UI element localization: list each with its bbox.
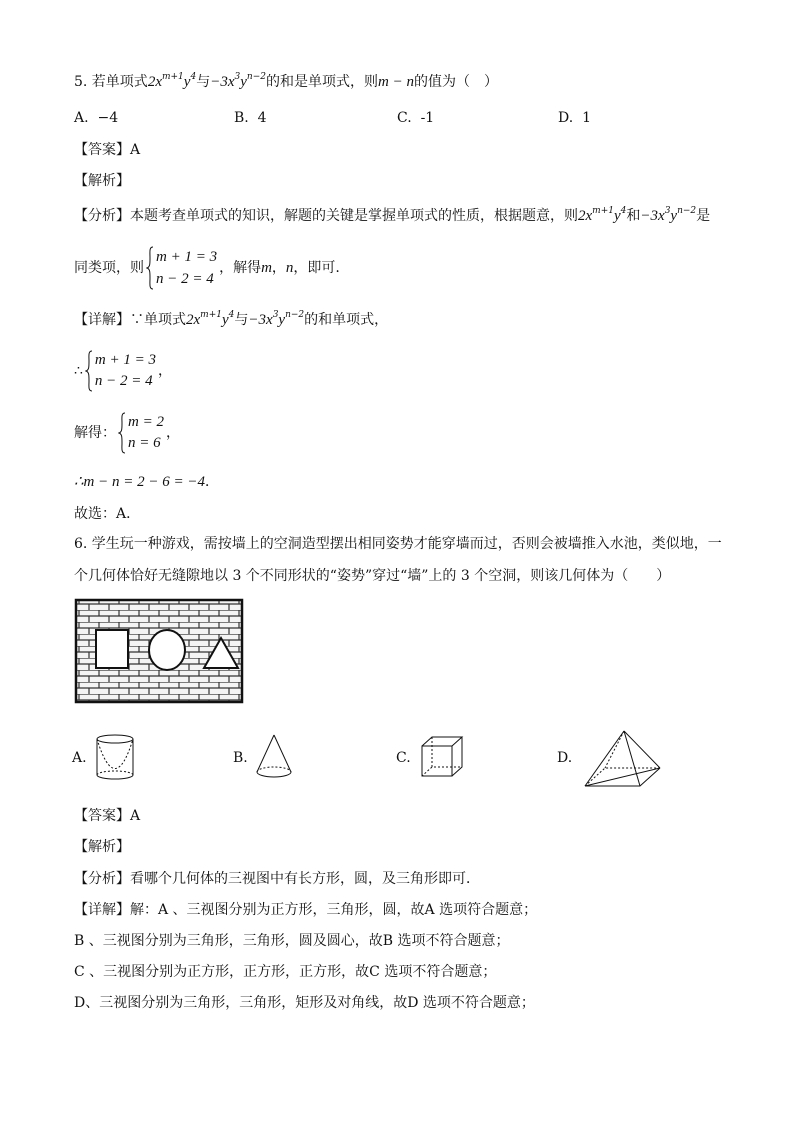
stem-suffix: 的值为（ ） (413, 74, 498, 90)
mono1-yexp: 4 (190, 72, 197, 82)
q5-xiangjie-line1 (74, 310, 388, 330)
mono1-coef: 2 (578, 208, 586, 224)
sys-row: n − 2 = 4 (94, 373, 153, 389)
q6-stem-line2: 个几何体恰好无缝隙地以 3 个不同形状的“姿势”穿过“墙”上的 3 个空洞，则该几何体为（ ） (74, 568, 671, 584)
xiangjie-suffix: 的和单项式， (304, 312, 389, 328)
sys-suffix: ， (158, 363, 172, 379)
circle-hole (149, 630, 185, 670)
xiangjie-mid: 与 (234, 312, 249, 328)
cylinder-icon (92, 732, 138, 782)
therefore-symbol: ∴ (74, 363, 83, 379)
fenxi-text2: 是 (696, 208, 711, 224)
q5-answer (74, 140, 140, 160)
mono2-x: x (658, 208, 665, 224)
mono1-xexp: m+1 (161, 72, 184, 82)
q5-option-b (234, 108, 267, 128)
cube-icon (418, 734, 466, 780)
conj: 与 (196, 74, 211, 90)
mono1-y: y (183, 74, 191, 90)
sys-row: n = 6 (128, 435, 161, 451)
q5-stem-prefix: 5. 若单项式 (74, 74, 148, 90)
stem-expr: m − n (377, 74, 414, 90)
sep: ， (271, 260, 286, 276)
sys-row: m + 1 = 3 (156, 249, 218, 265)
mono1-x: x (155, 74, 162, 90)
mono1-yexp: 4 (228, 310, 235, 320)
mono1-yexp: 4 (620, 206, 627, 216)
equation-system-1 (146, 246, 217, 290)
jiede-label: 解得： (74, 425, 116, 441)
mono1-y: y (221, 312, 229, 328)
option-letter: B. (234, 110, 249, 126)
q5-fenxi-line1 (74, 206, 710, 226)
option-letter: A. (74, 110, 89, 126)
equation-system-2 (85, 350, 156, 392)
brace-icon (85, 350, 93, 392)
mono1-coef: 2 (147, 74, 156, 90)
sys-row: m = 2 (128, 414, 164, 430)
mono2-y: y (278, 312, 286, 328)
sys-row: n − 2 = 4 (156, 271, 214, 287)
final-expr: ∴m − n = 2 − 6 = −4 (74, 474, 205, 490)
q6-option-b-label: B. (233, 750, 248, 766)
cone-icon (252, 732, 296, 782)
option-letter: C. (397, 110, 412, 126)
q5-choice: 故选：A． (74, 506, 141, 522)
answer-tag: 【答案】 (74, 808, 130, 824)
q5-solution-system (74, 412, 180, 454)
final-dot: ． (205, 474, 219, 490)
fenxi-tag: 【分析】 (74, 208, 130, 224)
fenxi-tag: 【分析】 (74, 871, 130, 887)
fenxi-text3-mid: ，解得 (219, 260, 262, 276)
pyramid-icon (582, 728, 664, 790)
square-hole (96, 630, 128, 668)
stem-mid: 的和是单项式，则 (265, 74, 378, 90)
mono2-yexp: n−2 (246, 72, 266, 82)
q6-line-d: D、三视图分别为三角形，三角形，矩形及对角线，故D 选项不符合题意； (74, 995, 535, 1011)
mono2-xexp: 3 (234, 72, 241, 82)
answer-value: A (130, 808, 141, 824)
q6-analysis-tag: 【解析】 (74, 839, 130, 855)
mono2-x: x (227, 74, 235, 90)
mono2-coef: −3 (248, 312, 267, 328)
mono1-xexp: m+1 (592, 206, 614, 216)
answer-tag: 【答案】 (74, 142, 130, 158)
mono1-xexp: m+1 (200, 310, 222, 320)
q6-line-b: B 、三视图分别为三角形，三角形，圆及圆心，故B 选项不符合题意； (74, 933, 510, 949)
var-n: n (285, 260, 294, 276)
q6-option-a-label: A. (72, 750, 87, 766)
mono2-xexp: 3 (272, 310, 279, 320)
mono2-yexp: n−2 (285, 310, 305, 320)
xiangjie-tag: 【详解】 (74, 312, 130, 328)
fenxi-text3-suffix: ，即可. (293, 260, 340, 276)
xiangjie-text: 解：A 、三视图分别为正方形，三角形，圆，故A 选项符合题意； (130, 902, 538, 918)
sys-suffix: ， (165, 425, 180, 441)
sys-row: m + 1 = 3 (94, 352, 156, 368)
q6-xiangjie-line1 (74, 900, 537, 920)
mono1-coef: 2 (186, 312, 194, 328)
equation-system-3 (118, 412, 164, 454)
q6-answer (74, 806, 140, 826)
q5-stem (74, 72, 498, 92)
brace-icon (118, 412, 126, 454)
brick-wall-figure (74, 598, 244, 704)
mono2-coef: −3 (210, 74, 228, 90)
q5-final-line (74, 472, 219, 492)
mono2-y: y (670, 208, 678, 224)
q5-option-a (74, 108, 118, 128)
mono1-x: x (585, 208, 593, 224)
fenxi-and: 和 (626, 208, 641, 224)
fenxi-text1: 本题考查单项式的知识，解题的关键是掌握单项式的性质，根据题意，则 (130, 208, 578, 224)
xiangjie-tag: 【详解】 (74, 902, 130, 918)
mono2-coef: −3 (640, 208, 659, 224)
q5-option-d (558, 108, 591, 128)
q5-fenxi-line2 (74, 246, 340, 290)
fenxi-text: 看哪个几何体的三视图中有长方形，圆，及三角形即可． (130, 871, 480, 887)
q5-therefore-system (74, 350, 172, 392)
option-text: −4 (97, 110, 119, 126)
option-text: 4 (257, 110, 267, 126)
q6-stem-line1: 6. 学生玩一种游戏，需按墙上的空洞造型摆出相同姿势才能穿墙而过，否则会被墙推入水池，类似地，一 (74, 536, 722, 552)
brace-icon (146, 246, 154, 290)
option-text: -1 (420, 110, 435, 126)
mono2-yexp: n−2 (677, 206, 697, 216)
q6-option-c-label: C. (396, 750, 411, 766)
q5-option-c (397, 108, 434, 128)
mono1-y: y (613, 208, 621, 224)
q6-line-c: C 、三视图分别为正方形，正方形，正方形，故C 选项不符合题意； (74, 964, 497, 980)
mono1-x: x (193, 312, 201, 328)
mono2-xexp: 3 (664, 206, 671, 216)
mono2-y: y (240, 74, 247, 90)
answer-value: A (130, 142, 141, 158)
option-letter: D. (558, 110, 574, 126)
option-text: 1 (582, 110, 592, 126)
fenxi-text3-prefix: 同类项，则 (74, 260, 144, 276)
q6-option-d-label: D. (557, 750, 573, 766)
xiangjie-prefix: ∵单项式 (130, 312, 186, 328)
q6-fenxi (74, 869, 480, 889)
var-m: m (261, 260, 272, 276)
q5-analysis-tag: 【解析】 (74, 173, 130, 189)
mono2-x: x (266, 312, 273, 328)
